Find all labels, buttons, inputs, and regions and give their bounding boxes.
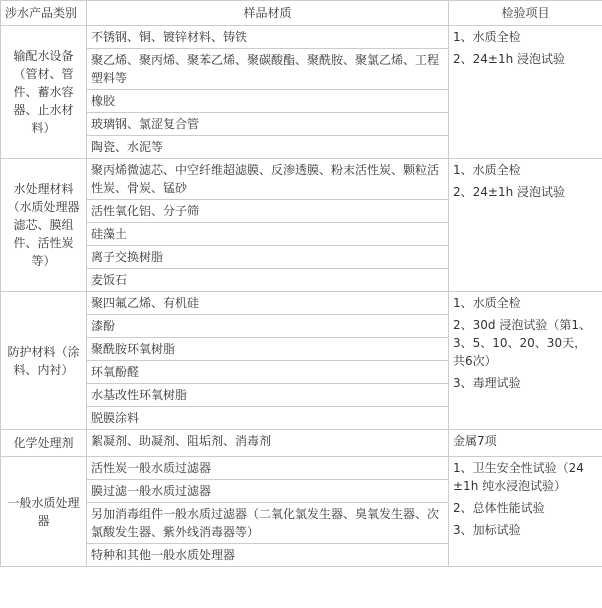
material-cell: 聚乙烯、聚丙烯、聚苯乙烯、聚碳酸酯、聚酰胺、聚氯乙烯、工程塑料等 xyxy=(87,49,449,90)
table-row xyxy=(1,26,602,49)
material-cell: 麦饭石 xyxy=(87,269,449,292)
test-item: 3、加标试验 xyxy=(453,523,521,537)
table-row xyxy=(1,159,602,200)
material-cell: 陶瓷、水泥等 xyxy=(87,136,449,159)
material-cell: 橡胶 xyxy=(87,90,449,113)
table-row xyxy=(1,430,602,457)
header-category: 涉水产品类别 xyxy=(1,1,87,26)
product-category-cell: 一般水质处理器 xyxy=(1,457,87,567)
table-row xyxy=(1,292,602,315)
material-cell: 活性炭一般水质过滤器 xyxy=(87,457,449,480)
material-cell: 聚丙烯微滤芯、中空纤维超滤膜、反渗透膜、粉末活性炭、颗粒活性炭、骨炭、锰砂 xyxy=(87,159,449,200)
test-items-cell xyxy=(449,430,602,457)
test-item: 1、卫生安全性试验（24±1h 纯水浸泡试验） xyxy=(453,461,584,493)
material-cell: 脱膜涂料 xyxy=(87,407,449,430)
test-item: 2、24±1h 浸泡试验 xyxy=(453,185,566,199)
test-item: 1、水质全检 xyxy=(453,163,521,177)
material-cell: 环氧酚醛 xyxy=(87,361,449,384)
table-row xyxy=(1,457,602,480)
test-items-cell xyxy=(449,26,602,159)
header-tests: 检验项目 xyxy=(449,1,602,26)
material-cell: 离子交换树脂 xyxy=(87,246,449,269)
test-item: 2、30d 浸泡试验（第1、3、5、10、20、30天，共6次） xyxy=(453,318,591,368)
material-cell: 活性氧化铝、分子筛 xyxy=(87,200,449,223)
material-cell: 另加消毒组件一般水质过滤器（二氧化氯发生器、臭氧发生器、次氯酸发生器、紫外线消毒器等） xyxy=(87,503,449,544)
material-cell: 不锈钢、铜、镀锌材料、铸铁 xyxy=(87,26,449,49)
test-items-cell xyxy=(449,457,602,567)
product-category-cell: 防护材料（涂料、内衬） xyxy=(1,292,87,430)
material-cell: 絮凝剂、助凝剂、阻垢剂、消毒剂 xyxy=(87,430,449,457)
product-category-cell: 化学处理剂 xyxy=(1,430,87,457)
material-cell: 水基改性环氧树脂 xyxy=(87,384,449,407)
test-item: 3、毒理试验 xyxy=(453,376,521,390)
test-item: 2、总体性能试验 xyxy=(453,501,545,515)
test-items-cell xyxy=(449,159,602,292)
material-cell: 聚酰胺环氧树脂 xyxy=(87,338,449,361)
product-category-cell: 输配水设备（管材、管件、蓄水容器、止水材料） xyxy=(1,26,87,159)
test-item: 1、水质全检 xyxy=(453,30,521,44)
header-material: 样品材质 xyxy=(87,1,449,26)
table-body xyxy=(1,26,602,567)
test-item: 1、水质全检 xyxy=(453,296,521,310)
test-item: 2、24±1h 浸泡试验 xyxy=(453,52,566,66)
product-category-cell: 水处理材料（水质处理器滤芯、膜组件、活性炭等） xyxy=(1,159,87,292)
material-cell: 硅藻土 xyxy=(87,223,449,246)
test-items-cell xyxy=(449,292,602,430)
table-header-row xyxy=(1,1,602,26)
material-cell: 漆酚 xyxy=(87,315,449,338)
material-cell: 玻璃钢、氯涩复合管 xyxy=(87,113,449,136)
material-cell: 特种和其他一般水质处理器 xyxy=(87,544,449,567)
material-cell: 聚四氟乙烯、有机硅 xyxy=(87,292,449,315)
test-item: 金属7项 xyxy=(453,434,497,448)
material-cell: 膜过滤一般水质过滤器 xyxy=(87,480,449,503)
